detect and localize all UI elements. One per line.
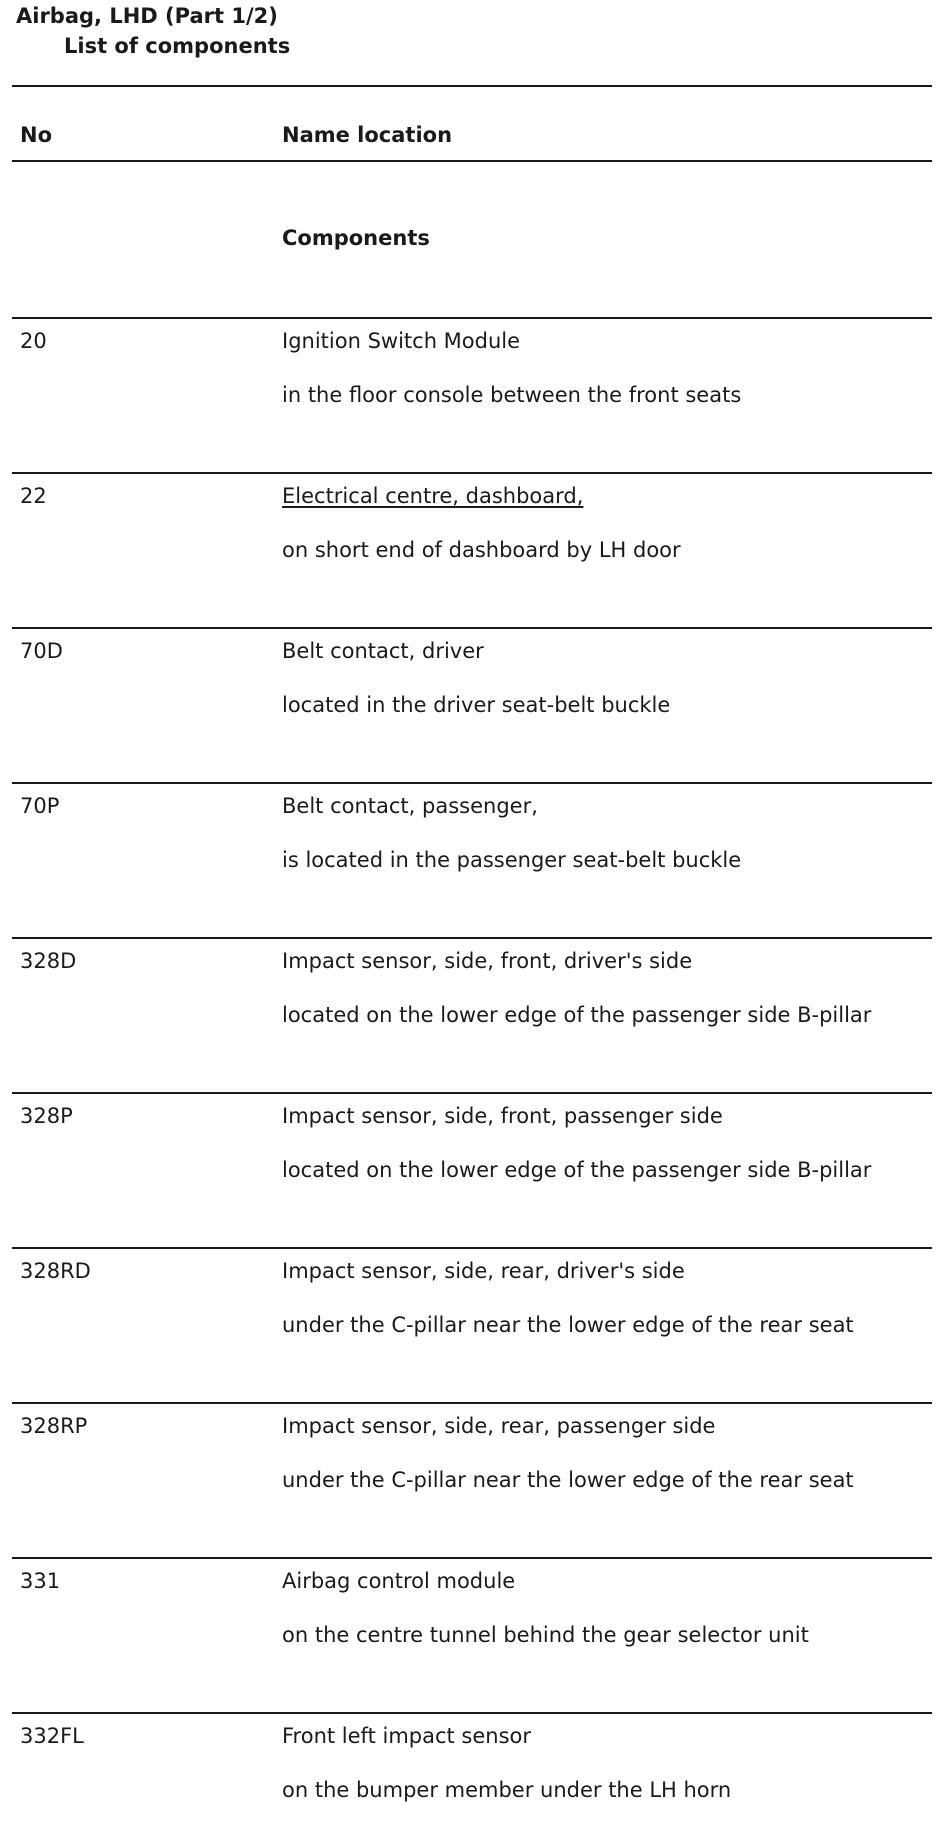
row-name: Impact sensor, side, rear, passenger side <box>282 1414 716 1438</box>
row-number: 20 <box>20 329 47 353</box>
row-location: on the centre tunnel behind the gear selector unit <box>282 1623 809 1647</box>
section-heading-components: Components <box>282 226 430 250</box>
table-row <box>12 937 932 1094</box>
row-name: Impact sensor, side, rear, driver's side <box>282 1259 685 1283</box>
table-row <box>12 1557 932 1714</box>
row-number: 328RD <box>20 1259 91 1283</box>
table-row <box>12 472 932 629</box>
table-row <box>12 1712 932 1822</box>
row-name: Belt contact, driver <box>282 639 484 663</box>
row-name: Impact sensor, side, front, driver's side <box>282 949 693 973</box>
table-row <box>12 1092 932 1249</box>
row-name: Ignition Switch Module <box>282 329 521 353</box>
row-location: located in the driver seat-belt buckle <box>282 693 671 717</box>
header-rule <box>12 160 932 162</box>
row-location: under the C-pillar near the lower edge of the rear seat <box>282 1313 854 1337</box>
row-location: on short end of dashboard by LH door <box>282 538 681 562</box>
row-location: in the floor console between the front seats <box>282 383 742 407</box>
page-subtitle: List of components <box>64 34 291 58</box>
table-row <box>12 317 932 474</box>
row-number: 70D <box>20 639 63 663</box>
row-number: 331 <box>20 1569 61 1593</box>
top-rule <box>12 85 932 87</box>
row-location: under the C-pillar near the lower edge of the rear seat <box>282 1468 854 1492</box>
row-name: Front left impact sensor <box>282 1724 532 1748</box>
column-header-name-location: Name location <box>282 123 453 147</box>
page-title: Airbag, LHD (Part 1/2) <box>16 4 278 28</box>
row-number: 328RP <box>20 1414 88 1438</box>
row-name: Airbag control module <box>282 1569 516 1593</box>
row-name: Impact sensor, side, front, passenger side <box>282 1104 723 1128</box>
row-number: 328P <box>20 1104 73 1128</box>
table-row <box>12 627 932 784</box>
row-location: located on the lower edge of the passenger side B-pillar <box>282 1003 872 1027</box>
row-name: Belt contact, passenger, <box>282 794 538 818</box>
row-location: on the bumper member under the LH horn <box>282 1778 732 1802</box>
column-header-no: No <box>20 123 53 147</box>
row-number: 70P <box>20 794 60 818</box>
row-location: located on the lower edge of the passenger side B-pillar <box>282 1158 872 1182</box>
table-row <box>12 1247 932 1404</box>
row-number: 22 <box>20 484 47 508</box>
row-number: 328D <box>20 949 77 973</box>
row-number: 332FL <box>20 1724 84 1748</box>
row-name-link[interactable]: Electrical centre, dashboard, <box>282 484 584 508</box>
table-row <box>12 782 932 939</box>
table-row <box>12 1402 932 1559</box>
row-location: is located in the passenger seat-belt buckle <box>282 848 742 872</box>
